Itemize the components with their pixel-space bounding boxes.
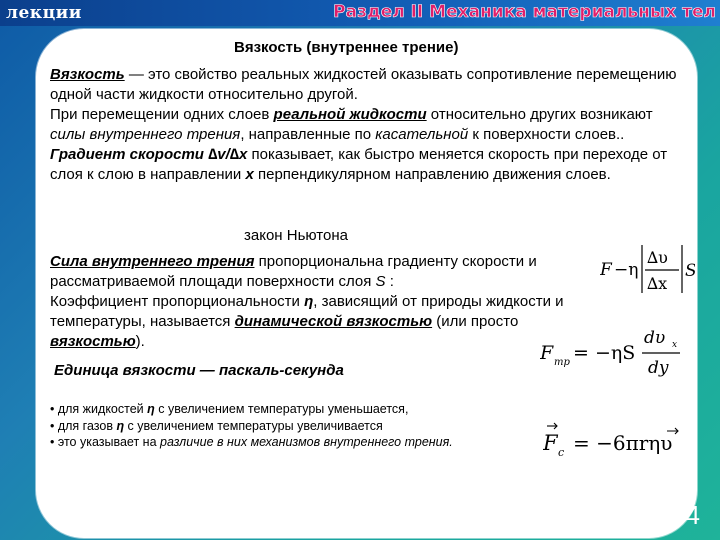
- term-x: x: [245, 166, 254, 183]
- f2-sub: тр: [554, 357, 570, 368]
- bullet-text: с увеличением температуры уменьшается,: [154, 402, 409, 416]
- friction-force-text: [50, 252, 580, 352]
- f2-num: dυ: [644, 328, 666, 348]
- f2-den: dy: [648, 358, 669, 378]
- bullet-italic: различие в них механизмов внутреннего трения.: [160, 435, 453, 449]
- p1-text: к поверхности слоев..: [468, 126, 625, 143]
- viscosity-definition: [50, 65, 682, 185]
- f3-eq: = −6πrηυ: [573, 431, 673, 455]
- p1-text: перпендикулярном направлению движения слоев.: [253, 166, 611, 183]
- newton-law-heading: закон Ньютона: [244, 227, 348, 244]
- term-eta: η: [304, 293, 314, 310]
- page-number: 34: [671, 500, 700, 530]
- p2-text: (или просто: [432, 313, 519, 330]
- newton-law-formula: [600, 239, 697, 299]
- viscosity-unit: Единица вязкости — паскаль-секунда: [54, 362, 344, 379]
- p2-text: пропорциональна градиенту скорости и рассматриваемой площади поверхности слоя: [50, 253, 537, 290]
- section-title: Раздел II Механика материальных тел: [333, 2, 716, 22]
- p2-text: Коэффициент пропорциональности: [50, 293, 305, 310]
- viscous-force-formula: [540, 321, 685, 381]
- p2-text: :: [385, 273, 394, 290]
- bullet-list: [50, 401, 530, 451]
- term-dynamic-viscosity: динамической вязкостью: [234, 313, 433, 330]
- f2-lhs: F: [540, 342, 554, 364]
- lectures-label: лекции: [6, 3, 82, 23]
- term-s: S: [375, 273, 386, 290]
- term-internal-friction-forces: силы внутреннего трения: [50, 126, 241, 143]
- f2-numsub: x: [672, 340, 678, 350]
- p1-text: — это свойство реальных жидкостей оказывать сопротивление перемещению одной части жидкости относительно другой.: [50, 66, 677, 103]
- f1-eq: −η: [614, 260, 639, 280]
- p2-text: ).: [135, 333, 145, 350]
- slide-title: Вязкость (внутреннее трение): [234, 39, 459, 56]
- f1-den: ∆x: [647, 274, 668, 293]
- term-tangent: касательной: [375, 126, 469, 143]
- bullet-text: с увеличением температуры увеличивается: [124, 418, 383, 433]
- f3-sub: c: [558, 446, 565, 459]
- term-velocity-gradient: Градиент скорости ∆v/∆x: [50, 146, 248, 163]
- f1-s: S: [685, 261, 697, 281]
- bullet-item: [50, 401, 530, 418]
- p1-text: показывает, как быстро меняется скорость при переходе от слоя к слою в направлении: [50, 146, 668, 183]
- f2-eq: = −ηS: [573, 342, 636, 364]
- stokes-force-formula: [543, 418, 683, 466]
- term-viscosity-2: вязкостью: [50, 333, 136, 350]
- term-friction-force: Сила внутреннего трения: [50, 253, 255, 270]
- f3-lhs: F: [543, 431, 558, 455]
- p2-text: , зависящий от природы жидкости и температуры, называется: [50, 293, 564, 330]
- bullet-eta: η: [147, 402, 155, 416]
- bullet-item: [50, 418, 530, 435]
- slide-card: [36, 29, 697, 538]
- bullet-item: [50, 434, 530, 451]
- f1-lhs: F: [600, 260, 612, 280]
- term-real-fluid: реальной жидкости: [273, 106, 427, 123]
- f1-num: ∆υ: [647, 248, 668, 267]
- bullet-text: • для жидкостей: [50, 402, 148, 416]
- p1-text: относительно других возникают: [426, 106, 653, 123]
- title-bar: [0, 0, 720, 26]
- term-viscosity: Вязкость: [50, 66, 125, 83]
- bullet-text: • это указывает на: [50, 435, 160, 449]
- p1-text: При перемещении одних слоев: [50, 106, 274, 123]
- bullet-eta: η: [116, 418, 125, 433]
- bullet-text: • для газов: [50, 418, 117, 433]
- p1-text: , направленные по: [240, 126, 376, 143]
